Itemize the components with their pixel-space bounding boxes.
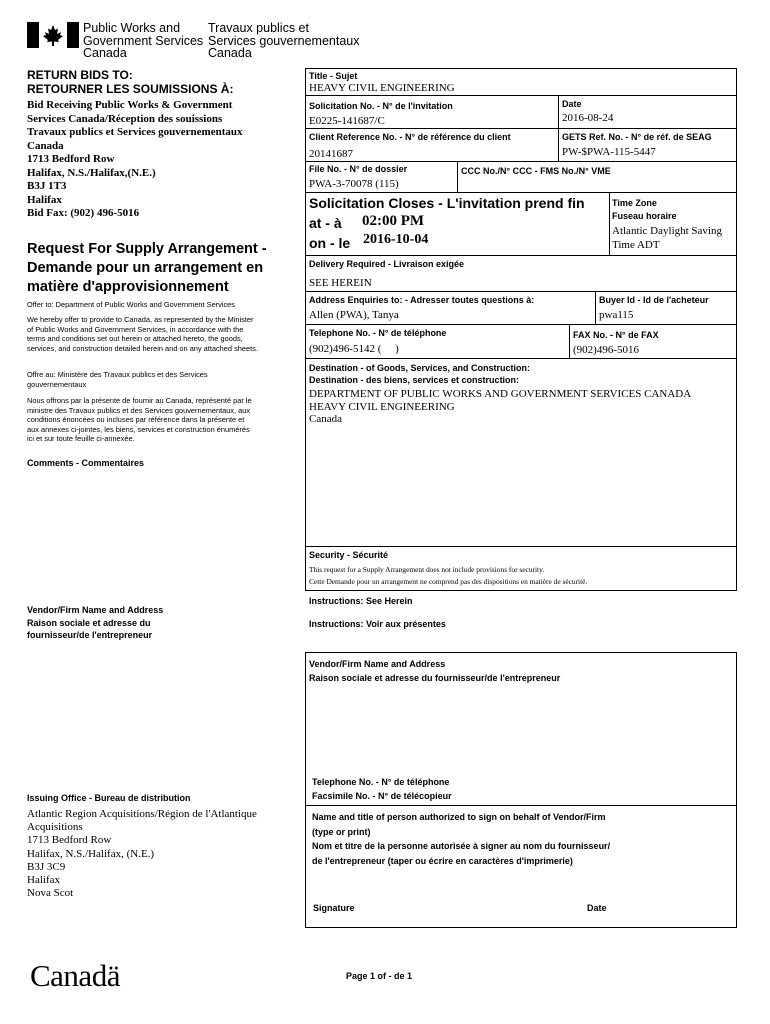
client-ref-value: 20141687 [309, 148, 353, 160]
buyer-value: pwa115 [599, 309, 634, 321]
request-title: Request For Supply Arrangement - Demande pour un arrangement en matière d'approvisionnement [27, 241, 267, 295]
delivery-value: SEE HEREIN [309, 277, 372, 289]
security-label: Security - Sécurité [309, 550, 389, 560]
page-number: Page 1 of - de 1 [346, 971, 413, 981]
ccc-label: CCC No./N° CCC - FMS No./N° VME [461, 166, 611, 176]
date-value: 2016-08-24 [562, 112, 614, 124]
vendor-firm-label: Vendor/Firm Name and Address Raison sociale et adresse du fournisseur/de l'entrepreneur [309, 659, 561, 683]
issuing-office-address: Atlantic Region Acquisitions/Région de l'Atlantique Acquisitions 1713 Bedford Row Halifax, N.S./Halifax, (N.E.) B3J 3C9 Halifax Nova Scot [27, 808, 257, 900]
vendor-facsimile-label: Facsimile No. - N° de télécopieur [312, 791, 452, 801]
fax-label: FAX No. - N° de FAX [573, 330, 659, 340]
gets-value: PW-$PWA-115-5447 [562, 146, 656, 158]
solicitation-label: Solicitation No. - N° de l'invitation [309, 101, 453, 111]
offre-au: Offre au: Ministère des Travaux publics et des Services gouvernementaux [27, 370, 208, 389]
offer-to: Offer to: Department of Public Works and Government Services [27, 300, 235, 309]
canada-flag-icon [27, 22, 79, 48]
client-ref-label: Client Reference No. - N° de référence du client [309, 132, 511, 142]
vendor-firm-label-left: Vendor/Firm Name and Address Raison sociale et adresse du fournisseur/de l'entrepreneur [27, 605, 164, 640]
on-label: on - le [309, 235, 351, 251]
gets-label: GETS Ref. No. - N° de réf. de SEAG [562, 132, 712, 142]
signature-date-label: Date [587, 903, 607, 913]
canada-wordmark: Canadä [30, 958, 120, 993]
title-value: HEAVY CIVIL ENGINEERING [309, 82, 455, 94]
instructions-en: Instructions: See Herein [309, 596, 413, 606]
enquiries-label: Address Enquiries to: - Adresser toutes questions à: [309, 295, 535, 305]
closes-heading: Solicitation Closes - L'invitation prend fin [309, 195, 585, 211]
department-name-en: Public Works and Government Services Canada [83, 21, 204, 60]
at-label: at - à [309, 215, 342, 231]
time-zone-value: Atlantic Daylight Saving Time ADT [612, 225, 722, 251]
title-label: Title - Sujet [309, 71, 358, 81]
telephone-value: (902)496-5142 ( ) [309, 343, 399, 355]
on-value: 2016-10-04 [363, 232, 429, 247]
instructions-fr: Instructions: Voir aux présentes [309, 619, 446, 629]
vendor-box [305, 652, 737, 928]
return-bids-address: Bid Receiving Public Works & Government Services Canada/Réception des souissions Travaux publics et Services gouvernementaux Canada 1713 Bedford Row Halifax, N.S./Halifax,(N.E.) B3J 1T3 Halifax Bid Fax: (902) 496-5016 [27, 99, 243, 219]
solicitation-value: E0225-141687/C [309, 115, 385, 127]
file-value: PWA-3-70078 (115) [309, 178, 399, 190]
destination-value: DEPARTMENT OF PUBLIC WORKS AND GOVERNMENT SERVICES CANADA HEAVY CIVIL ENGINEERING Canada [309, 388, 692, 425]
return-bids-heading: RETURN BIDS TO: RETOURNER LES SOUMISSIONS À: [27, 68, 234, 96]
time-zone-label: Time Zone Fuseau horaire [612, 198, 677, 221]
vendor-telephone-label: Telephone No. - N° de téléphone [312, 777, 450, 787]
security-text: This request for a Supply Arrangement does not include provisions for security. Cette Demande pour un arrangement ne comprend pas des dispositions en matière de sécurité. [309, 565, 588, 586]
destination-label: Destination - of Goods, Services, and Construction: Destination - des biens, services et construction: [309, 363, 531, 385]
fax-value: (902)496-5016 [573, 344, 639, 356]
buyer-label: Buyer Id - Id de l'acheteur [599, 295, 709, 305]
authorized-person-label: Name and title of person authorized to sign on behalf of Vendor/Firm (type or print) Nom et titre de la personne autorisée à signer au nom du fournisseur/ de l'entrepreneur (taper ou écrire en caractères d'imprimerie) [312, 812, 611, 866]
date-label: Date [562, 99, 582, 109]
issuing-office-label: Issuing Office - Bureau de distribution [27, 793, 191, 803]
at-value: 02:00 PM [362, 213, 425, 229]
delivery-label: Delivery Required - Livraison exigée [309, 259, 465, 269]
file-label: File No. - N° de dossier [309, 164, 408, 174]
telephone-label: Telephone No. - N° de téléphone [309, 328, 447, 338]
signature-label: Signature [313, 903, 355, 913]
comments-label: Comments - Commentaires [27, 458, 145, 468]
department-name-fr: Travaux publics et Services gouvernementaux Canada [208, 21, 360, 60]
offer-text-en: We hereby offer to provide to Canada, as represented by the Minister of Public Works and Government Services, in accordance with the terms and conditions set out herein or attached hereto, the goods, services, and construction detailed herein and on any attached sheets. [27, 315, 258, 353]
offer-text-fr: Nous offrons par la présente de fournir au Canada, représenté par le ministre des Travaux publics et des Services gouvernementaux, aux conditions énoncées ou incluses par référence dans la présente et aux annexes ci-jointes, les biens, services et construction énumérés ici et sur toute feuille ci-annexée. [27, 396, 252, 444]
enquiries-value: Allen (PWA), Tanya [309, 309, 399, 321]
